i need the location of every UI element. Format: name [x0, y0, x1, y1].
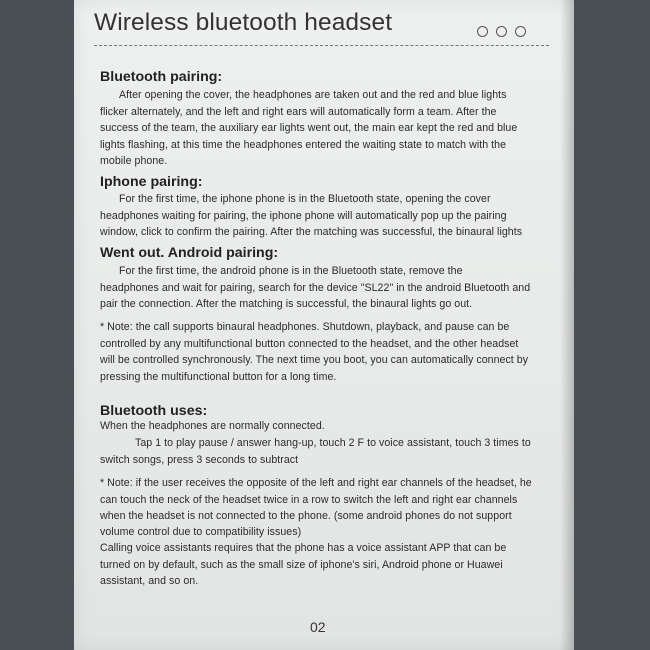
manual-page: [74, 0, 574, 650]
note-line: can touch the neck of the headset twice in a row to switch the left and right ear channels: [100, 494, 518, 506]
circle-icon: [477, 26, 488, 37]
note-line: turned on by default, such as the small size of iphone's siri, Android phone or Huawei: [100, 559, 503, 571]
text-line: When the headphones are normally connected.: [100, 420, 325, 432]
text-line: headphones waiting for pairing, the iphone phone will automatically pop up the pairing: [100, 210, 507, 222]
text-line: For the first time, the iphone phone is in the Bluetooth state, opening the cover: [119, 193, 491, 205]
note-line: Calling voice assistants requires that the phone has a voice assistant APP that can be: [100, 542, 507, 554]
text-line: switch songs, press 3 seconds to subtract: [100, 454, 299, 466]
note-line: will be controlled synchronously. The next time you boot, you can automatically connect by: [100, 354, 529, 366]
page-number: 02: [310, 619, 326, 635]
note-line: volume control due to compatibility issues): [100, 526, 302, 538]
text-line: success of the team, the auxiliary ear lights went out, the main ear kept the red and blue: [100, 122, 518, 134]
note-line: controlled by any multifunctional button connected to the headset, and the other headset: [100, 338, 519, 350]
note-line: * Note: if the user receives the opposite of the left and right ear channels of the headset, he: [100, 477, 532, 489]
section-heading: Went out. Android pairing:: [100, 245, 279, 261]
note-line: assistant, and so on.: [100, 575, 199, 587]
text-line: After opening the cover, the headphones are taken out and the red and blue lights: [119, 89, 507, 101]
page-title: Wireless bluetooth headset: [94, 9, 393, 36]
text-line: lights flashing, at this time the headphones entered the waiting state to match with the: [100, 139, 507, 151]
section-heading: Bluetooth uses:: [100, 403, 208, 419]
note-line: pressing the multifunctional button for a long time.: [100, 371, 337, 383]
section-heading: Bluetooth pairing:: [100, 69, 223, 85]
section-heading: Iphone pairing:: [100, 174, 203, 190]
header-divider: [94, 45, 549, 46]
page-edge-shadow: [560, 0, 574, 650]
text-line: mobile phone.: [100, 155, 168, 167]
text-line: headphones and wait for pairing, search for the device "SL22" in the android Bluetooth and: [100, 282, 531, 294]
circle-icon: [496, 26, 507, 37]
text-line: window, click to confirm the pairing. After the matching was successful, the binaural lights: [100, 226, 523, 238]
text-line: For the first time, the android phone is in the Bluetooth state, remove the: [119, 265, 463, 277]
circle-icon: [515, 26, 526, 37]
text-line: flicker alternately, and the left and right ears will automatically form a team. After the: [100, 106, 497, 118]
note-line: when the headset is not connected to the phone. (some android phones do not support: [100, 510, 512, 522]
text-line: pair the connection. After the matching is successful, the binaural lights go out.: [100, 298, 473, 310]
decorative-circles: [477, 26, 526, 37]
text-line: Tap 1 to play pause / answer hang-up, touch 2 F to voice assistant, touch 3 times to: [135, 437, 531, 449]
note-line: * Note: the call supports binaural headphones. Shutdown, playback, and pause can be: [100, 321, 510, 333]
